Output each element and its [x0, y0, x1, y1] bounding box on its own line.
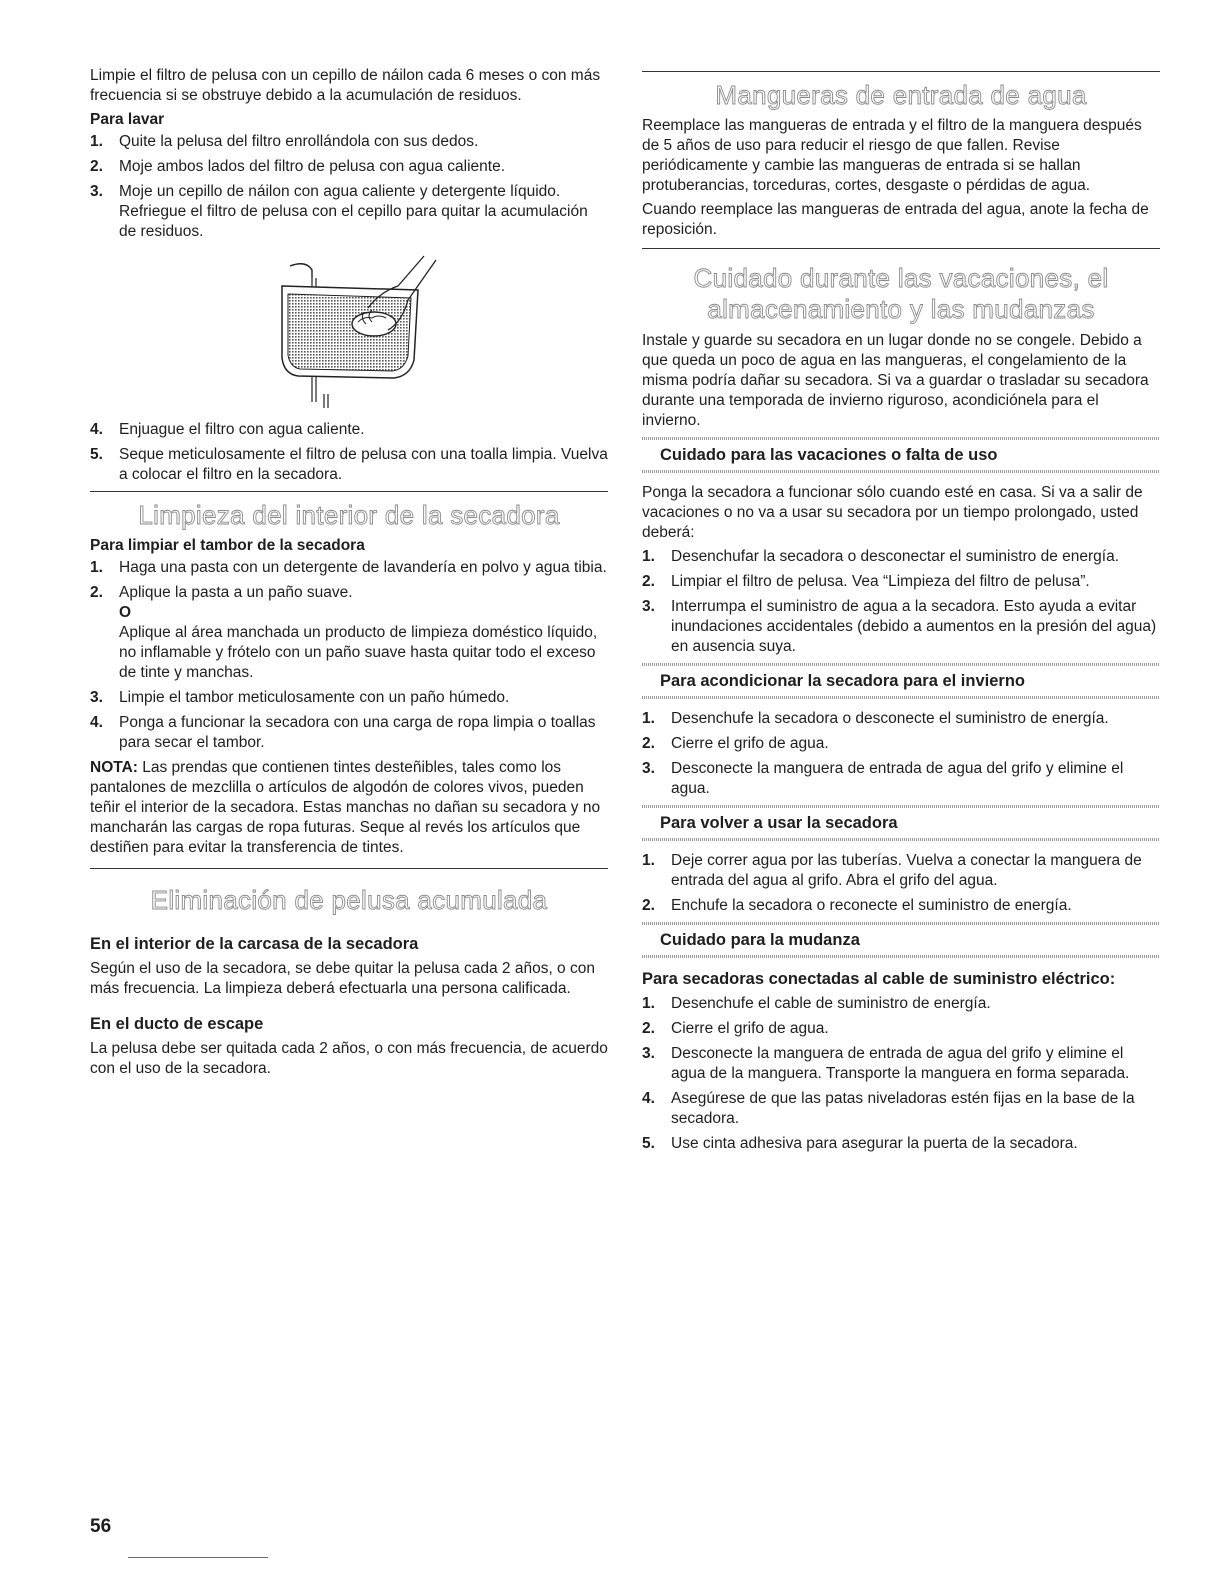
footer-rule	[128, 1557, 268, 1558]
section-divider	[642, 71, 1160, 72]
exhaust-duct-text: La pelusa debe ser quitada cada 2 años, o con más frecuencia, de acuerdo con el uso de la secadora.	[90, 1040, 608, 1077]
moving-banner: Cuidado para la mudanza	[642, 922, 1160, 958]
wash-steps-list	[90, 132, 608, 242]
vacation-storage-moving-title: Cuidado durante las vacaciones, el almacenamiento y las mudanzas	[693, 263, 1109, 324]
list-item: 2. Aplique la pasta a un paño suave. O Aplique al área manchada un producto de limpieza doméstico líquido, no inflamable y frótelo con un paño suave hasta quitar todo el exceso de tinte y manchas.	[90, 583, 608, 683]
vacation-banner: Cuidado para las vacaciones o falta de uso	[642, 437, 1160, 473]
list-item: 5. Use cinta adhesiva para asegurar la puerta de la secadora.	[642, 1135, 1078, 1152]
list-item: 2. Cierre el grifo de agua.	[642, 1020, 829, 1037]
hoses-paragraph-1: Reemplace las mangueras de entrada y el filtro de la manguera después de 5 años de uso para reducir el riesgo de que fallen. Revise periódicamente y cambie las mangueras de entrada si se hallan protuberancias, torceduras, cortes, desgaste o pérdidas de agua.	[642, 117, 1142, 194]
vacation-intro: Ponga la secadora a funcionar sólo cuando esté en casa. Si va a salir de vacaciones o no va a usar su secadora por un tiempo prolongado, usted deberá:	[642, 484, 1143, 541]
list-item: 2. Moje ambos lados del filtro de pelusa con agua caliente.	[90, 158, 506, 175]
winterize-steps	[642, 709, 1160, 799]
list-item: 4. Ponga a funcionar la secadora con una carga de ropa limpia o toallas para secar el tambor.	[90, 714, 596, 751]
lint-filter-brushing-icon	[268, 252, 448, 414]
section-divider	[642, 248, 1160, 249]
reuse-steps	[642, 851, 1160, 916]
cabinet-text: Según el uso de la secadora, se debe quitar la pelusa cada 2 años, o con más frecuencia. La limpieza deberá efectuarla una persona calificada.	[90, 960, 595, 997]
vacation-steps	[642, 547, 1160, 657]
water-hoses-title: Mangueras de entrada de agua	[715, 80, 1087, 110]
right-column	[642, 66, 1160, 1159]
list-item: 3. Moje un cepillo de náilon con agua caliente y detergente líquido. Refriegue el filtro de pelusa con el cepillo para quitar la acumulación de residuos.	[90, 183, 588, 240]
list-item: 1. Desenchufar la secadora o desconectar el suministro de energía.	[642, 548, 1120, 565]
list-item: 1. Haga una pasta con un detergente de lavandería en polvo y agua tibia.	[90, 559, 607, 576]
list-item: 3. Desconecte la manguera de entrada de agua del grifo y elimine el agua de la manguera. Transporte la manguera en forma separada.	[642, 1045, 1130, 1082]
lint-filter-illustration	[268, 252, 448, 414]
list-item: 3. Interrumpa el suministro de agua a la secadora. Esto ayuda a evitar inundaciones accidentales (debido a aumentos en la presión del agua) en ausencia suya.	[642, 598, 1157, 655]
care-intro: Instale y guarde su secadora en un lugar donde no se congele. Debido a que queda un poco de agua en las mangueras, el congelamiento de la misma podría dañar su secadora. Si va a guardar o trasladar su secadora durante una temporada de invierno riguroso, acondiciónela para el invierno.	[642, 332, 1149, 429]
exhaust-duct-heading: En el ducto de escape	[90, 1015, 264, 1033]
list-item: 2. Limpiar el filtro de pelusa. Vea “Limpieza del filtro de pelusa”.	[642, 573, 1090, 590]
wash-heading: Para lavar	[90, 111, 165, 128]
list-item: 4. Asegúrese de que las patas niveladoras estén fijas en la base de la secadora.	[642, 1090, 1135, 1127]
list-item: 1. Desenchufe la secadora o desconecte el suministro de energía.	[642, 710, 1109, 727]
list-item: 1. Deje correr agua por las tuberías. Vuelva a conectar la manguera de entrada del agua al grifo. Abra el grifo del agua.	[642, 852, 1142, 889]
note-label: NOTA:	[90, 759, 138, 776]
interior-cleaning-title: Limpieza del interior de la secadora	[138, 500, 560, 530]
left-column	[90, 66, 608, 1083]
power-cord-dryers-heading: Para secadoras conectadas al cable de suministro eléctrico:	[642, 970, 1116, 988]
moving-steps	[642, 994, 1160, 1154]
drum-cleaning-steps	[90, 558, 608, 753]
hoses-paragraph-2: Cuando reemplace las mangueras de entrada del agua, anote la fecha de reposición.	[642, 201, 1149, 238]
list-item: 2. Cierre el grifo de agua.	[642, 735, 829, 752]
cabinet-heading: En el interior de la carcasa de la secadora	[90, 935, 419, 953]
reuse-banner: Para volver a usar la secadora	[642, 805, 1160, 841]
lint-removal-title: Eliminación de pelusa acumulada	[150, 885, 548, 915]
page-number: 56	[90, 1516, 112, 1537]
list-item: 4. Enjuague el filtro con agua caliente.	[90, 421, 365, 438]
section-divider	[90, 491, 608, 492]
list-item: 3. Limpie el tambor meticulosamente con un paño húmedo.	[90, 689, 510, 706]
list-item: 1. Desenchufe el cable de suministro de energía.	[642, 995, 991, 1012]
winterize-banner: Para acondicionar la secadora para el invierno	[642, 663, 1160, 699]
drum-cleaning-heading: Para limpiar el tambor de la secadora	[90, 537, 365, 554]
lint-filter-intro: Limpie el filtro de pelusa con un cepillo de náilon cada 6 meses o con más frecuencia si se obstruye debido a la acumulación de residuos.	[90, 67, 601, 104]
section-divider	[90, 868, 608, 869]
wash-steps-list-continued	[90, 420, 608, 485]
list-item: 3. Desconecte la manguera de entrada de agua del grifo y elimine el agua.	[642, 760, 1124, 797]
list-item: 1. Quite la pelusa del filtro enrollándola con sus dedos.	[90, 133, 479, 150]
or-label: O	[119, 604, 132, 621]
dye-note: NOTA: Las prendas que contienen tintes desteñibles, tales como los pantalones de mezclilla o artículos de algodón de colores vivos, pueden teñir el interior de la secadora. Estas manchas no dañan su secadora y no mancharán las cargas de ropa futuras. Seque al revés los artículos que destiñen para evitar la transferencia de tintes.	[90, 759, 601, 856]
list-item: 2. Enchufe la secadora o reconecte el suministro de energía.	[642, 897, 1072, 914]
list-item: 5. Seque meticulosamente el filtro de pelusa con una toalla limpia. Vuelva a colocar el filtro en la secadora.	[90, 446, 608, 483]
